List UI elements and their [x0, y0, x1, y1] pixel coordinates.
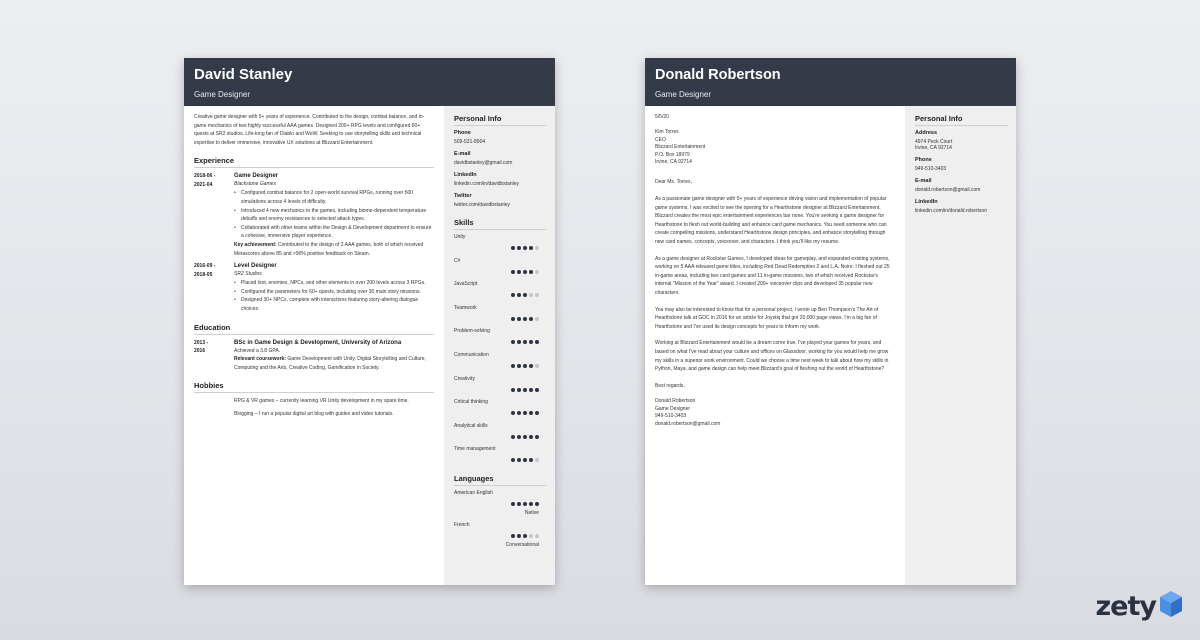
entry-date-end: 2021-04 — [194, 181, 213, 188]
personal-info-heading: Personal Info — [454, 114, 547, 126]
personal-label: Phone — [915, 157, 932, 163]
rating-dot — [511, 317, 515, 321]
personal-label: LinkedIn — [915, 199, 938, 205]
rating-dot — [529, 293, 533, 297]
entry-body — [234, 172, 434, 258]
skill-rating — [511, 364, 539, 368]
entry-body — [234, 262, 434, 313]
personal-value: davidbstanley@gmail.com — [454, 160, 513, 166]
letter-name: Donald Robertson — [655, 67, 781, 83]
skill-name: Analytical skills — [454, 422, 488, 429]
entry-bullets — [234, 279, 434, 313]
rating-dot — [523, 246, 527, 250]
education-degree: BSc in Game Design & Development, University of Arizona — [234, 339, 402, 346]
rating-dot — [523, 317, 527, 321]
letter-sidebar — [905, 106, 1016, 585]
skill-item — [454, 399, 547, 423]
rating-dot — [523, 502, 527, 506]
skill-item — [454, 328, 547, 352]
letter-date-block — [655, 114, 895, 121]
personal-value: linkedin.com/in/davidbstanley — [454, 181, 520, 187]
skill-item — [454, 305, 547, 329]
bullet: • Configured combat balance for 2 open-world survival RPGs, running over 500 simulations across 4 levels of difficulty. — [234, 189, 434, 206]
skill-item — [454, 234, 547, 258]
rating-dot — [529, 388, 533, 392]
rating-dot — [535, 411, 539, 415]
signature-line: 949-510-3403 — [655, 413, 687, 420]
skill-item — [454, 423, 547, 447]
skill-name: Critical thinking — [454, 399, 488, 406]
logo-text: zety — [1095, 591, 1156, 622]
rating-dot — [535, 270, 539, 274]
personal-value: donald.robertson@gmail.com — [915, 187, 981, 193]
personal-label: LinkedIn — [454, 172, 477, 178]
rating-dot — [523, 293, 527, 297]
skill-item — [454, 352, 547, 376]
resume-document — [184, 58, 555, 585]
entry-date-end: 2018-05 — [194, 271, 213, 278]
resume-name: David Stanley — [194, 66, 293, 83]
skills-list — [454, 234, 547, 470]
signature-block — [655, 398, 895, 428]
skills-heading: Skills — [454, 218, 547, 230]
skill-rating — [511, 340, 539, 344]
rating-dot — [535, 293, 539, 297]
rating-dot — [511, 458, 515, 462]
language-name: American English — [454, 489, 493, 496]
recipient-line: Blizzard Entertainment — [655, 144, 706, 151]
skill-rating — [511, 388, 539, 392]
rating-dot — [529, 317, 533, 321]
rating-dot — [517, 317, 521, 321]
language-item — [454, 522, 547, 554]
rating-dot — [517, 364, 521, 368]
skill-name: C# — [454, 257, 461, 264]
skill-name: Communication — [454, 351, 489, 358]
languages-list — [454, 490, 547, 554]
rating-dot — [529, 270, 533, 274]
skill-rating — [511, 458, 539, 462]
signature-line: Donald Robertson — [655, 398, 696, 405]
rating-dot — [535, 364, 539, 368]
education-entry — [194, 339, 434, 373]
letter-paragraph: As a passionate game designer with 5+ years of experience driving vision and implementation of popular game systems, I was excited to see the opening for a Hearthstone designer at Blizzard Entertainment. Blizzard creates the most epic entertainment experiences bar none. You're seeking a game designer for Hearthstone to flesh out world-building and enhance card game mechanics. You need someone who can create compelling missions, understand Hearthstone design principles, and enhance storytelling through new card names, concepts, voiceover, and characters. I think you'll like my resume. — [655, 196, 887, 245]
skill-item — [454, 258, 547, 282]
language-rating — [511, 502, 539, 506]
skill-rating — [511, 317, 539, 321]
entry-body — [234, 339, 434, 373]
rating-dot — [529, 364, 533, 368]
rating-dot — [535, 458, 539, 462]
rating-dot — [517, 435, 521, 439]
coursework-text: Game Development with Unity, Digital Storytelling and Culture, Computing and the Arts, Creative Coding, Gamification in Society. — [234, 356, 426, 371]
cover-letter-document — [645, 58, 1016, 585]
skill-rating — [511, 293, 539, 297]
letter-job-title: Game Designer — [655, 90, 712, 99]
language-level: Conversational — [505, 541, 539, 548]
rating-dot — [517, 458, 521, 462]
rating-dot — [535, 534, 539, 538]
letter-paragraph: You may also be interested to know that for a personal project, I wrote up Ben Thompson's The Art of Hearthstone talk at GDC in 2016 for an article for Joystiq that got 20,000 page views. I'm a big fan of Hearthstone and I've used its design concepts for years to inform my work. — [655, 306, 879, 330]
experience-entry — [194, 262, 434, 313]
rating-dot — [535, 388, 539, 392]
bullet: • Collaborated with other teams within the Design & Development department to ensure a cohesive, immersive player experience. — [234, 224, 434, 241]
rating-dot — [535, 246, 539, 250]
rating-dot — [535, 340, 539, 344]
experience-entry — [194, 172, 434, 258]
skill-name: JavaScript — [454, 281, 478, 288]
entry-bullets — [234, 189, 434, 241]
bullet: • Configured the parameters for 60+ quests, including over 30 main story missions. — [234, 288, 434, 297]
rating-dot — [535, 435, 539, 439]
personal-label: E-mail — [454, 151, 471, 157]
rating-dot — [517, 340, 521, 344]
entry-date-end: 2016 — [194, 348, 206, 355]
rating-dot — [511, 270, 515, 274]
hobby-item: RPG & VR games – currently learning VR Unity development in my spare time. — [234, 398, 409, 405]
rating-dot — [529, 435, 533, 439]
rating-dot — [517, 246, 521, 250]
entry-date-start: 2016-09 - — [194, 263, 216, 270]
entry-date-start: 2013 - — [194, 339, 209, 346]
entry-company: SR2 Studios — [234, 271, 262, 278]
rating-dot — [529, 502, 533, 506]
rating-dot — [523, 388, 527, 392]
rating-dot — [517, 502, 521, 506]
entry-dates — [194, 262, 234, 313]
education-coursework — [234, 355, 434, 372]
rating-dot — [511, 502, 515, 506]
resume-header — [184, 58, 555, 106]
rating-dot — [529, 458, 533, 462]
personal-value: 949-510-3403 — [915, 166, 947, 172]
skill-rating — [511, 246, 539, 250]
rating-dot — [517, 534, 521, 538]
rating-dot — [511, 534, 515, 538]
rating-dot — [523, 435, 527, 439]
skill-name: Time management — [454, 446, 496, 453]
personal-label: Twitter — [454, 193, 472, 199]
rating-dot — [529, 411, 533, 415]
resume-sidebar — [444, 106, 555, 585]
recipient-line: Irvine, CA 92714 — [655, 159, 692, 166]
personal-label: E-mail — [915, 178, 932, 184]
letter-body — [645, 106, 905, 585]
signature-line: donald.robertson@gmail.com — [655, 420, 721, 427]
language-item — [454, 490, 547, 522]
skill-item — [454, 446, 547, 470]
rating-dot — [523, 270, 527, 274]
language-rating — [511, 534, 539, 538]
rating-dot — [517, 411, 521, 415]
signature-line: Game Designer — [655, 405, 691, 412]
recipient-line: CEO — [655, 136, 666, 143]
skill-rating — [511, 411, 539, 415]
recipient-line: P.O. Box 18979 — [655, 151, 690, 158]
hobby-item: Blogging – I run a popular digital art blog with guides and video tutorials. — [234, 410, 394, 417]
entry-dates — [194, 172, 234, 258]
key-achievement-label: Key achievement: — [234, 241, 277, 248]
rating-dot — [529, 534, 533, 538]
rating-dot — [511, 340, 515, 344]
rating-dot — [535, 502, 539, 506]
letter-paragraph: As a game designer at Rockstar Games, I developed ideas for gameplay, and expanded existing systems, working on 5 AAA released game titles, including Red Dead Redemption 2 and L.A. Noire. I fleshed out 25 in-game areas, including two card games and 11 in-game missions, two of which received Rockstar's internal "Mission of the Year" award. I created 200+ voiceover clips and developed 35 popular new characters. — [655, 255, 890, 296]
recipient-line: Kim Torres — [655, 129, 679, 136]
cube-icon — [1158, 589, 1184, 619]
coursework-label: Relevant coursework: — [234, 356, 286, 363]
entry-role: Game Designer — [234, 173, 279, 180]
skill-item — [454, 376, 547, 400]
letter-closing: Best regards, — [655, 382, 685, 389]
rating-dot — [523, 411, 527, 415]
personal-value: linkedin.com/in/donald.robertson — [915, 208, 987, 214]
rating-dot — [523, 458, 527, 462]
language-name: French — [454, 521, 470, 528]
entry-company: Blackstone Games — [234, 181, 276, 188]
rating-dot — [511, 411, 515, 415]
skill-rating — [511, 270, 539, 274]
resume-summary: Creative game designer with 5+ years of experience. Contributed to the design, combat balance, and in-game mechanics of two highly successful AAA games. Designed 200+ RPG levels and configured 60+ quests at SR2 studios. Life-long fan of Diablo and WoW. Seeking to use storytelling skills and technical expertise to deliver immersive, innovative UX solutions at Blizzard Entertainment. — [194, 114, 425, 146]
entry-date-start: 2018-06 - — [194, 173, 216, 180]
bullet: • Designed 30+ NPCs, complete with interactions featuring story-altering dialogue choices. — [234, 296, 434, 313]
bullet: • Introduced 4 new mechanics to the games, including biome-dependent temperature debuffs and enemy resistances to selected attack types. — [234, 207, 434, 224]
key-achievement-text: Contributed to the design of 2 AAA games, both of which received Metascores above 85 and >90% positive feedback on Steam. — [234, 241, 424, 257]
resume-job-title: Game Designer — [194, 90, 251, 99]
rating-dot — [511, 293, 515, 297]
rating-dot — [529, 340, 533, 344]
rating-dot — [523, 534, 527, 538]
skill-item — [454, 281, 547, 305]
recipient-block — [655, 129, 895, 166]
zety-logo — [1095, 591, 1184, 622]
personal-value: twitter.com/davidbstanley — [454, 202, 510, 208]
skill-name: Problem-solving — [454, 328, 490, 335]
rating-dot — [535, 317, 539, 321]
personal-value: 4974 Peck Court Irvine, CA 92714 — [915, 139, 953, 151]
letter-header — [645, 58, 1016, 106]
personal-label: Phone — [454, 130, 471, 136]
rating-dot — [523, 340, 527, 344]
resume-main-column — [184, 106, 444, 585]
rating-dot — [511, 435, 515, 439]
personal-info-heading: Personal Info — [915, 114, 1008, 126]
rating-dot — [517, 270, 521, 274]
hobbies-heading: Hobbies — [194, 381, 434, 393]
rating-dot — [511, 246, 515, 250]
rating-dot — [511, 388, 515, 392]
education-heading: Education — [194, 323, 434, 335]
personal-label: Address — [915, 130, 938, 136]
rating-dot — [529, 246, 533, 250]
skill-name: Unity — [454, 234, 466, 240]
experience-heading: Experience — [194, 156, 434, 168]
entry-role: Level Designer — [234, 263, 277, 270]
personal-value: 509-531-8904 — [454, 139, 486, 145]
skill-name: Creativity — [454, 375, 475, 382]
rating-dot — [517, 293, 521, 297]
rating-dot — [523, 364, 527, 368]
education-gpa: Achieved a 3.8 GPA. — [234, 347, 281, 354]
rating-dot — [517, 388, 521, 392]
letter-date: 5/5/20 — [655, 114, 669, 120]
entry-dates — [194, 339, 234, 373]
languages-heading: Languages — [454, 474, 547, 486]
skill-name: Teamwork — [454, 304, 477, 311]
letter-greeting: Dear Ms. Torres, — [655, 179, 692, 186]
letter-paragraph: Working at Blizzard Entertainment would be a dream come true. I've played your games for years, and based on what I've read about your culture and offices on Glassdoor, working for you would help me grow my skills in a superior work environment. Could we choose a time next week to talk about how my skills in Python, Maya, and game design can help meet Blizzard's goal of fleshing out the world of Hearthstone? — [655, 340, 889, 373]
rating-dot — [511, 364, 515, 368]
skill-rating — [511, 435, 539, 439]
key-achievement — [234, 241, 434, 258]
bullet: • Placed loot, enemies, NPCs, and other elements in over 200 levels across 3 RPGs. — [234, 279, 434, 288]
language-level: Native — [524, 509, 539, 516]
